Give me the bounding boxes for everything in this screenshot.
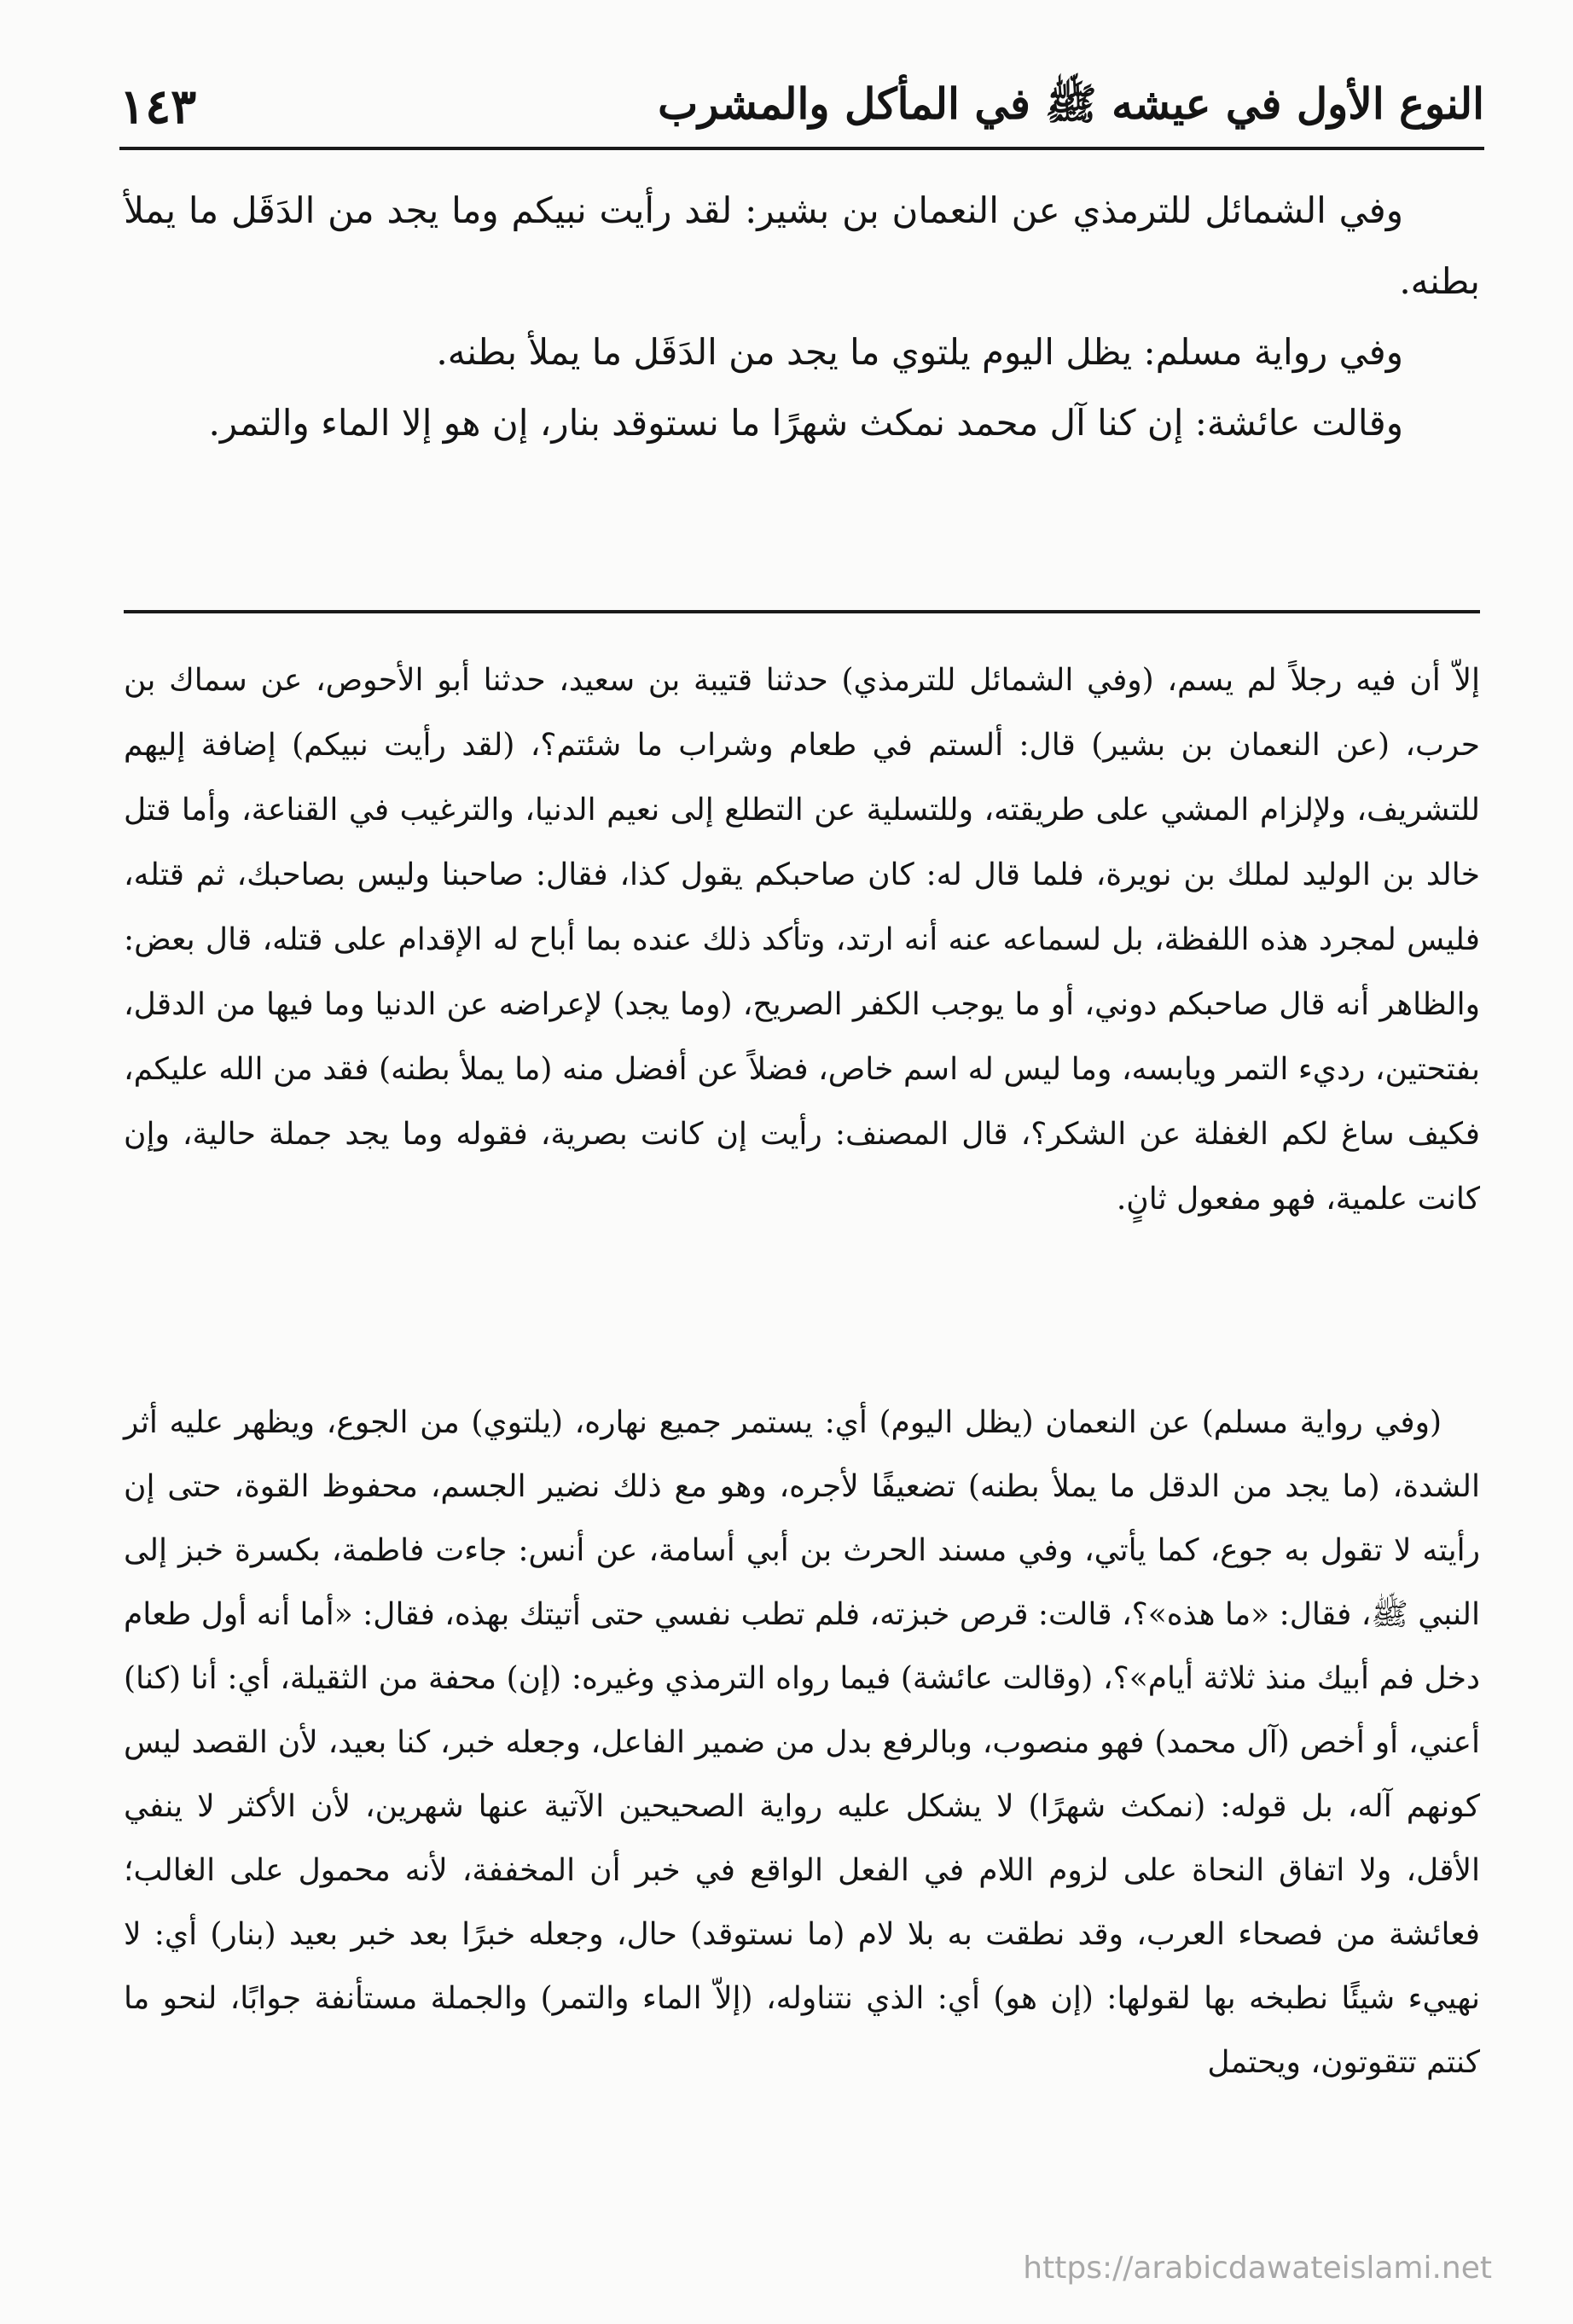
- commentary-paragraph: إلاّ أن فيه رجلاً لم يسم، (وفي الشمائل للترمذي) حدثنا قتيبة بن سعيد، حدثنا أبو الأحوص، عن سماك بن حرب، (عن النعمان بن بشير) قال: ألستم في طعام وشراب ما شئتم؟، (لقد رأيت نبيكم) إضافة إليهم للتشريف، ولإلزام المشي على طريقته، وللتسلية عن التطلع إلى نعيم الدنيا، والترغيب في القناعة، وأما قتل خالد بن الوليد لملك بن نويرة، فلما قال له: كان صاحبكم يقول كذا، فقال: صاحبنا وليس بصاحبك، ثم قتله، فليس لمجرد هذه اللفظة، بل لسماعه عنه أنه ارتد، وتأكد ذلك عنده بما أباح له الإقدام على قتله، قال بعض: والظاهر أنه قال صاحبكم دوني، أو ما يوجب الكفر الصريح، (وما يجد) لإعراضه عن الدنيا وما فيها من الدقل، بفتحتين، رديء التمر ويابسه، وما ليس له اسم خاص، فضلاً عن أفضل منه (ما يملأ بطنه) فقد من الله عليكم، فكيف ساغ لكم الغفلة عن الشكر؟، قال المصنف: رأيت إن كانت بصرية، فقوله وما يجد جملة حالية، وإن كانت علمية، فهو مفعول ثانٍ.: [124, 663, 1481, 1217]
- page-number: ١٤٣: [119, 78, 197, 135]
- main-text: [124, 175, 1480, 458]
- main-paragraph: وقالت عائشة: إن كنا آل محمد نمكث شهرًا ما نستوقد بنار، إن هو إلا الماء والتمر.: [208, 402, 1403, 444]
- commentary-block-1: [124, 648, 1480, 1232]
- chapter-title: النوع الأول في عيشه ﷺ في المأكل والمشرب: [658, 78, 1484, 129]
- header-divider: [119, 147, 1484, 150]
- main-paragraph: وفي الشمائل للترمذي عن النعمان بن بشير: لقد رأيت نبيكم وما يجد من الدَقَل ما يملأ بطنه.: [124, 189, 1480, 302]
- commentary-divider: [124, 610, 1480, 613]
- commentary-paragraph: (وفي رواية مسلم) عن النعمان (يظل اليوم) أي: يستمر جميع نهاره، (يلتوي) من الجوع، ويظهر عليه أثر الشدة، (ما يجد من الدقل ما يملأ بطنه) تضعيفًا لأجره، وهو مع ذلك نضير الجسم، محفوظ القوة، حتى إن رأيته لا تقول به جوع، كما يأتي، وفي مسند الحرث بن أبي أسامة، عن أنس: جاءت فاطمة، بكسرة خبز إلى النبي ﷺ، فقال: «ما هذه»؟، قالت: قرص خبزته، فلم تطب نفسي حتى أتيتك بهذه، فقال: «أما أنه أول طعام دخل فم أبيك منذ ثلاثة أيام»؟، (وقالت عائشة) فيما رواه الترمذي وغيره: (إن) محفة من الثقيلة، أي: أنا (كنا) أعني، أو أخص (آل محمد) فهو منصوب، وبالرفع بدل من ضمير الفاعل، وجعله خبر، كنا بعيد، لأن القصد ليس كونهم آله، بل قوله: (نمكث شهرًا) لا يشكل عليه رواية الصحيحين الآتية عنها شهرين، لأن الأكثر لا ينفي الأقل، ولا اتفاق النحاة على لزوم اللام في الفعل الواقع في خبر أن المخففة، لأنه محمول على الغالب؛ فعائشة من فصحاء العرب، وقد نطقت به بلا لام (ما نستوقد) حال، وجعله خبرًا بعد خبر بعيد (بنار) أي: لا نهييء شيئًا نطبخه بها لقولها: (إن هو) أي: الذي نتناوله، (إلاّ الماء والتمر) والجملة مستأنفة جوابًا، لنحو ما كنتم تتقوتون، ويحتمل: [123, 1405, 1481, 2080]
- main-paragraph: وفي رواية مسلم: يظل اليوم يلتوي ما يجد من الدَقَل ما يملأ بطنه.: [436, 331, 1403, 373]
- commentary-block-2: [124, 1391, 1480, 2095]
- watermark-url: https://arabicdawateislami.net: [1023, 2251, 1492, 2286]
- page-header: [119, 75, 1484, 152]
